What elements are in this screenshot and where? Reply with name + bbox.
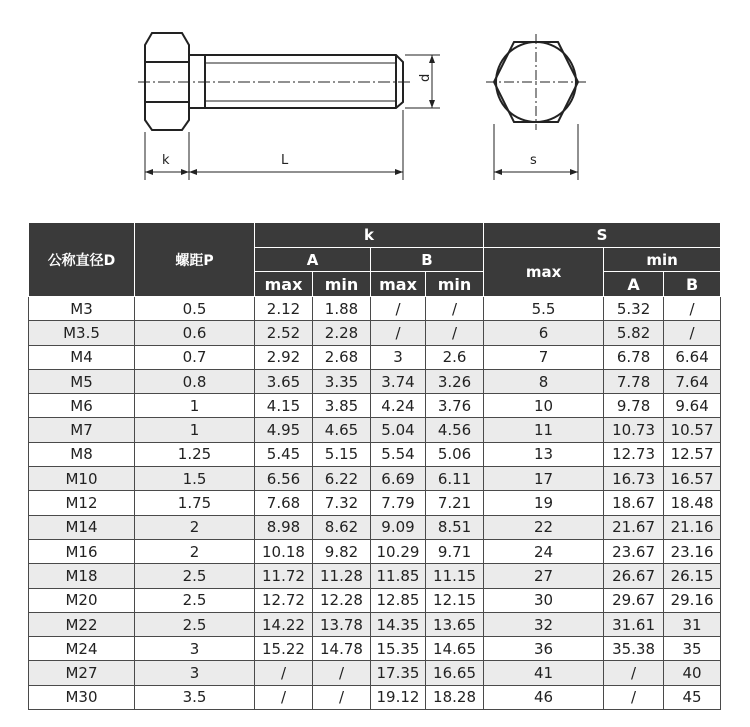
cell-s-min-b: / xyxy=(664,321,721,345)
cell-s-min-a: 29.67 xyxy=(604,588,664,612)
cell-s-min-a: 10.73 xyxy=(604,418,664,442)
cell-s-min-b: 21.16 xyxy=(664,515,721,539)
cell-s-min-b: 7.64 xyxy=(664,369,721,393)
cell-size: M8 xyxy=(29,442,135,466)
cell-k-b-min: 8.51 xyxy=(426,515,484,539)
cell-k-a-min: 11.28 xyxy=(313,564,371,588)
cell-s-min-b: 45 xyxy=(664,685,721,709)
cell-s-max: 30 xyxy=(484,588,604,612)
cell-pitch: 3 xyxy=(135,637,255,661)
cell-size: M3 xyxy=(29,297,135,321)
cell-k-b-min: 2.6 xyxy=(426,345,484,369)
cell-k-a-max: 4.15 xyxy=(255,394,313,418)
cell-size: M7 xyxy=(29,418,135,442)
cell-k-b-max: 6.69 xyxy=(371,467,426,491)
table-row xyxy=(29,588,721,612)
cell-k-a-min: / xyxy=(313,685,371,709)
cell-k-a-max: / xyxy=(255,685,313,709)
cell-s-min-a: 9.78 xyxy=(604,394,664,418)
cell-s-min-b: 18.48 xyxy=(664,491,721,515)
cell-pitch: 1.75 xyxy=(135,491,255,515)
cell-k-b-min: 16.65 xyxy=(426,661,484,685)
cell-k-b-max: 5.04 xyxy=(371,418,426,442)
cell-pitch: 0.5 xyxy=(135,297,255,321)
table-row xyxy=(29,539,721,563)
header-s-max: max xyxy=(484,248,604,297)
s-dimension-label: s xyxy=(530,153,537,168)
cell-k-a-max: 11.72 xyxy=(255,564,313,588)
cell-pitch: 0.6 xyxy=(135,321,255,345)
cell-k-a-min: 6.22 xyxy=(313,467,371,491)
cell-s-min-b: 29.16 xyxy=(664,588,721,612)
table-row xyxy=(29,321,721,345)
cell-s-min-b: 35 xyxy=(664,637,721,661)
cell-s-min-a: 12.73 xyxy=(604,442,664,466)
cell-s-max: 5.5 xyxy=(484,297,604,321)
table-row xyxy=(29,612,721,636)
table-row xyxy=(29,661,721,685)
cell-s-min-a: 6.78 xyxy=(604,345,664,369)
cell-s-max: 7 xyxy=(484,345,604,369)
cell-k-b-min: 5.06 xyxy=(426,442,484,466)
cell-k-a-max: 14.22 xyxy=(255,612,313,636)
cell-k-a-max: 6.56 xyxy=(255,467,313,491)
cell-pitch: 2 xyxy=(135,515,255,539)
cell-pitch: 2.5 xyxy=(135,612,255,636)
header-pitch: 螺距P xyxy=(135,223,255,297)
header-k-grade-b: B xyxy=(371,248,484,272)
cell-s-min-b: 6.64 xyxy=(664,345,721,369)
cell-s-max: 27 xyxy=(484,564,604,588)
cell-s-min-a: 16.73 xyxy=(604,467,664,491)
table-row xyxy=(29,418,721,442)
table-row xyxy=(29,369,721,393)
cell-size: M5 xyxy=(29,369,135,393)
cell-k-b-max: / xyxy=(371,297,426,321)
header-k-a-min: min xyxy=(313,272,371,297)
cell-pitch: 1.25 xyxy=(135,442,255,466)
cell-k-a-min: 14.78 xyxy=(313,637,371,661)
cell-k-a-max: 4.95 xyxy=(255,418,313,442)
cell-k-a-min: 3.85 xyxy=(313,394,371,418)
cell-s-min-b: 31 xyxy=(664,612,721,636)
cell-s-min-a: 21.67 xyxy=(604,515,664,539)
cell-s-min-a: 35.38 xyxy=(604,637,664,661)
cell-k-a-max: 2.92 xyxy=(255,345,313,369)
cell-k-a-max: / xyxy=(255,661,313,685)
cell-s-max: 36 xyxy=(484,637,604,661)
cell-size: M24 xyxy=(29,637,135,661)
d-dimension-label: d xyxy=(418,73,433,82)
cell-pitch: 3 xyxy=(135,661,255,685)
cell-k-b-min: 4.56 xyxy=(426,418,484,442)
cell-k-a-min: 5.15 xyxy=(313,442,371,466)
cell-k-a-max: 2.12 xyxy=(255,297,313,321)
cell-size: M6 xyxy=(29,394,135,418)
cell-k-b-max: 11.85 xyxy=(371,564,426,588)
cell-k-b-min: 13.65 xyxy=(426,612,484,636)
cell-s-min-a: 26.67 xyxy=(604,564,664,588)
cell-k-a-max: 8.98 xyxy=(255,515,313,539)
header-s-min: min xyxy=(604,248,721,272)
cell-pitch: 1 xyxy=(135,394,255,418)
cell-k-b-max: 12.85 xyxy=(371,588,426,612)
table-row xyxy=(29,345,721,369)
bolt-technical-drawing xyxy=(0,0,750,200)
table-row xyxy=(29,442,721,466)
cell-pitch: 2 xyxy=(135,539,255,563)
cell-k-b-max: 4.24 xyxy=(371,394,426,418)
cell-k-b-min: 11.15 xyxy=(426,564,484,588)
cell-pitch: 2.5 xyxy=(135,588,255,612)
cell-s-min-a: 5.82 xyxy=(604,321,664,345)
header-k-b-max: max xyxy=(371,272,426,297)
cell-s-min-b: 12.57 xyxy=(664,442,721,466)
cell-k-a-max: 10.18 xyxy=(255,539,313,563)
cell-k-b-max: 3 xyxy=(371,345,426,369)
cell-k-b-min: / xyxy=(426,297,484,321)
cell-s-min-b: 40 xyxy=(664,661,721,685)
header-s: S xyxy=(484,223,721,248)
cell-pitch: 1 xyxy=(135,418,255,442)
bolt-dimensions-table xyxy=(28,222,721,710)
cell-s-min-b: 16.57 xyxy=(664,467,721,491)
cell-k-b-min: 7.21 xyxy=(426,491,484,515)
cell-s-min-a: 7.78 xyxy=(604,369,664,393)
cell-k-a-min: 12.28 xyxy=(313,588,371,612)
cell-s-max: 17 xyxy=(484,467,604,491)
table-row xyxy=(29,637,721,661)
cell-size: M30 xyxy=(29,685,135,709)
cell-k-a-min: 8.62 xyxy=(313,515,371,539)
cell-s-max: 10 xyxy=(484,394,604,418)
cell-k-b-max: 9.09 xyxy=(371,515,426,539)
table-row xyxy=(29,491,721,515)
cell-k-b-max: 10.29 xyxy=(371,539,426,563)
cell-k-b-max: 5.54 xyxy=(371,442,426,466)
cell-pitch: 1.5 xyxy=(135,467,255,491)
cell-k-a-min: 13.78 xyxy=(313,612,371,636)
cell-s-min-a: 31.61 xyxy=(604,612,664,636)
cell-s-max: 13 xyxy=(484,442,604,466)
cell-k-b-max: 3.74 xyxy=(371,369,426,393)
cell-s-min-b: 9.64 xyxy=(664,394,721,418)
cell-k-a-max: 12.72 xyxy=(255,588,313,612)
cell-k-a-max: 7.68 xyxy=(255,491,313,515)
header-k-grade-a: A xyxy=(255,248,371,272)
cell-k-a-min: 1.88 xyxy=(313,297,371,321)
cell-s-min-a: / xyxy=(604,661,664,685)
cell-k-b-min: 12.15 xyxy=(426,588,484,612)
cell-k-a-min: 4.65 xyxy=(313,418,371,442)
cell-k-b-min: 3.26 xyxy=(426,369,484,393)
cell-size: M14 xyxy=(29,515,135,539)
cell-size: M18 xyxy=(29,564,135,588)
cell-k-a-max: 15.22 xyxy=(255,637,313,661)
cell-s-max: 41 xyxy=(484,661,604,685)
cell-s-max: 22 xyxy=(484,515,604,539)
cell-k-a-max: 3.65 xyxy=(255,369,313,393)
header-s-min-grade-a: A xyxy=(604,272,664,297)
cell-pitch: 0.7 xyxy=(135,345,255,369)
cell-k-b-max: 14.35 xyxy=(371,612,426,636)
cell-k-a-min: / xyxy=(313,661,371,685)
cell-size: M12 xyxy=(29,491,135,515)
cell-s-max: 8 xyxy=(484,369,604,393)
header-nominal-diameter: 公称直径D xyxy=(29,223,135,297)
cell-k-b-min: 6.11 xyxy=(426,467,484,491)
cell-size: M4 xyxy=(29,345,135,369)
cell-s-min-b: 10.57 xyxy=(664,418,721,442)
cell-s-max: 32 xyxy=(484,612,604,636)
table-row xyxy=(29,685,721,709)
cell-s-min-b: 26.15 xyxy=(664,564,721,588)
header-k-b-min: min xyxy=(426,272,484,297)
cell-k-b-min: 9.71 xyxy=(426,539,484,563)
k-dimension-label: k xyxy=(162,153,170,168)
l-dimension-label: L xyxy=(281,153,289,168)
cell-k-b-max: 19.12 xyxy=(371,685,426,709)
header-k-a-max: max xyxy=(255,272,313,297)
header-k: k xyxy=(255,223,484,248)
cell-k-b-max: 17.35 xyxy=(371,661,426,685)
table-row xyxy=(29,564,721,588)
cell-k-a-min: 2.28 xyxy=(313,321,371,345)
cell-size: M20 xyxy=(29,588,135,612)
cell-s-max: 6 xyxy=(484,321,604,345)
header-s-min-grade-b: B xyxy=(664,272,721,297)
cell-k-b-min: 3.76 xyxy=(426,394,484,418)
cell-k-b-max: / xyxy=(371,321,426,345)
cell-s-min-a: 5.32 xyxy=(604,297,664,321)
cell-k-a-min: 2.68 xyxy=(313,345,371,369)
cell-k-b-max: 15.35 xyxy=(371,637,426,661)
cell-size: M3.5 xyxy=(29,321,135,345)
cell-s-min-a: / xyxy=(604,685,664,709)
cell-s-min-b: 23.16 xyxy=(664,539,721,563)
cell-size: M10 xyxy=(29,467,135,491)
cell-size: M27 xyxy=(29,661,135,685)
cell-s-min-b: / xyxy=(664,297,721,321)
table-row xyxy=(29,515,721,539)
cell-s-max: 19 xyxy=(484,491,604,515)
cell-k-a-max: 2.52 xyxy=(255,321,313,345)
cell-s-max: 11 xyxy=(484,418,604,442)
cell-pitch: 0.8 xyxy=(135,369,255,393)
cell-k-b-min: 14.65 xyxy=(426,637,484,661)
cell-size: M22 xyxy=(29,612,135,636)
cell-pitch: 3.5 xyxy=(135,685,255,709)
table-row xyxy=(29,394,721,418)
cell-size: M16 xyxy=(29,539,135,563)
table-row xyxy=(29,467,721,491)
table-row xyxy=(29,297,721,321)
cell-s-min-a: 23.67 xyxy=(604,539,664,563)
cell-pitch: 2.5 xyxy=(135,564,255,588)
table-body xyxy=(29,297,721,710)
cell-s-min-a: 18.67 xyxy=(604,491,664,515)
cell-s-max: 24 xyxy=(484,539,604,563)
cell-k-a-min: 7.32 xyxy=(313,491,371,515)
cell-k-b-min: 18.28 xyxy=(426,685,484,709)
cell-s-max: 46 xyxy=(484,685,604,709)
cell-k-b-max: 7.79 xyxy=(371,491,426,515)
cell-k-b-min: / xyxy=(426,321,484,345)
cell-k-a-min: 9.82 xyxy=(313,539,371,563)
cell-k-a-max: 5.45 xyxy=(255,442,313,466)
cell-k-a-min: 3.35 xyxy=(313,369,371,393)
